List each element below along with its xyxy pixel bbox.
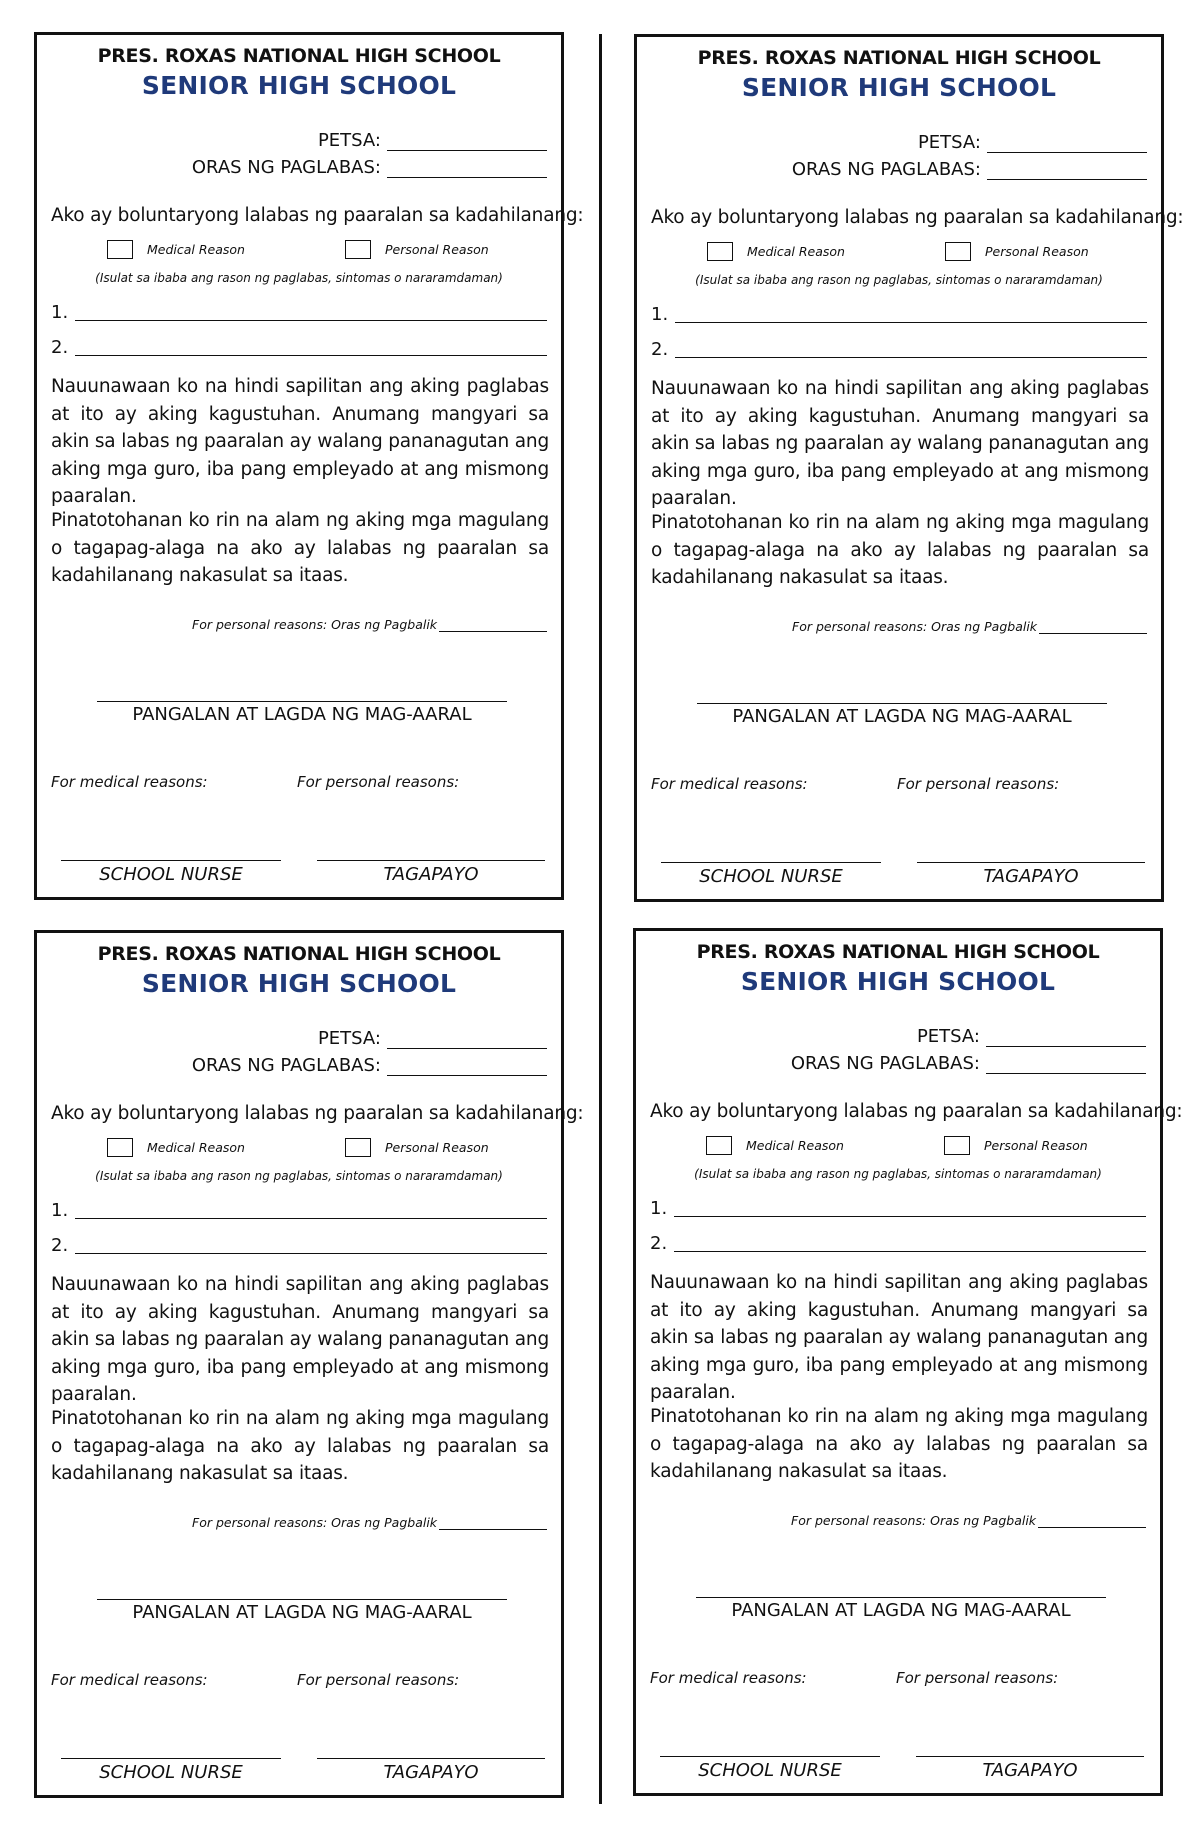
personal-approval-label: For personal reasons:: [297, 773, 460, 791]
nurse-signature-line[interactable]: [61, 1758, 281, 1759]
school-name: PRES. ROXAS NATIONAL HIGH SCHOOL: [696, 941, 1100, 963]
return-time-label: For personal reasons: Oras ng Pagbalik: [791, 1513, 1037, 1528]
personal-approval-label: For personal reasons:: [897, 775, 1060, 793]
medical-approval-label: For medical reasons:: [51, 1671, 208, 1689]
school-name: PRES. ROXAS NATIONAL HIGH SCHOOL: [97, 45, 501, 67]
student-signature-label: PANGALAN AT LAGDA NG MAG-AARAL: [132, 1602, 472, 1623]
intro-statement: Ako ay boluntaryong lalabas ng paaralan sa kadahilanang:: [651, 207, 1184, 228]
time-out-label: ORAS NG PAGLABAS:: [791, 159, 981, 180]
reason-instruction: (Isulat sa ibaba ang rason ng paglabas, sintomas o nararamdaman): [95, 1169, 503, 1183]
department-title: SENIOR HIGH SCHOOL: [740, 967, 1056, 996]
department-title: SENIOR HIGH SCHOOL: [741, 73, 1057, 102]
medical-reason-option[interactable]: [706, 1136, 844, 1155]
reason-line-2: [51, 1235, 547, 1256]
time-out-field-row: [792, 159, 1147, 180]
adviser-signature-line[interactable]: [916, 1756, 1144, 1757]
nurse-signature-line[interactable]: [61, 860, 281, 861]
reason-instruction: (Isulat sa ibaba ang rason ng paglabas, sintomas o nararamdaman): [95, 271, 503, 285]
student-signature-label: PANGALAN AT LAGDA NG MAG-AARAL: [132, 704, 472, 725]
personal-reason-option[interactable]: [345, 240, 489, 259]
acknowledgement-paragraph: Nauunawaan ko na hindi sapilitan ang aking paglabas at ito ay aking kagustuhan. Anumang mangyari sa akin sa labas ng paaralan ay walang pananagutan ang aking mga guro, iba pang empleyado at ang mismong paaralan.: [651, 378, 1149, 509]
reason-line-number: 1.: [51, 1200, 69, 1221]
parent-consent-paragraph: Pinatotohanan ko rin na alam ng aking mga magulang o tagapag-alaga na ako ay lalabas ng paaralan sa kadahilanang nakasulat sa itaas.: [51, 510, 549, 586]
personal-reason-label: Personal Reason: [984, 1138, 1088, 1153]
medical-reason-label: Medical Reason: [147, 1140, 245, 1155]
reason-line-blank[interactable]: [675, 343, 1147, 358]
medical-approval-label: For medical reasons:: [51, 773, 208, 791]
reason-line-number: 2.: [651, 339, 669, 360]
department-title: SENIOR HIGH SCHOOL: [141, 71, 457, 100]
nurse-signature-line[interactable]: [661, 862, 881, 863]
reason-line-2: [51, 337, 547, 358]
reason-instruction: (Isulat sa ibaba ang rason ng paglabas, sintomas o nararamdaman): [694, 1167, 1102, 1181]
date-field-row: [318, 130, 547, 151]
adviser-signature-line[interactable]: [917, 862, 1145, 863]
intro-statement: Ako ay boluntaryong lalabas ng paaralan sa kadahilanang:: [51, 205, 584, 226]
personal-reason-option[interactable]: [945, 242, 1089, 261]
parent-consent-paragraph: Pinatotohanan ko rin na alam ng aking mga magulang o tagapag-alaga na ako ay lalabas ng paaralan sa kadahilanang nakasulat sa itaas.: [51, 1408, 549, 1484]
time-out-blank[interactable]: [387, 1059, 547, 1076]
medical-reason-label: Medical Reason: [147, 242, 245, 257]
school-name: PRES. ROXAS NATIONAL HIGH SCHOOL: [97, 943, 501, 965]
student-signature-label: PANGALAN AT LAGDA NG MAG-AARAL: [731, 1600, 1071, 1621]
exit-slip: [633, 928, 1183, 1796]
return-time-row: [792, 619, 1147, 634]
reason-line-1: [650, 1198, 1146, 1219]
department-title: SENIOR HIGH SCHOOL: [141, 969, 457, 998]
adviser-label: TAGAPAYO: [383, 864, 479, 885]
date-field-row: [318, 1028, 547, 1049]
date-blank[interactable]: [387, 134, 547, 151]
reason-line-blank[interactable]: [75, 1239, 547, 1254]
date-field-row: [918, 132, 1147, 153]
reason-line-number: 1.: [51, 302, 69, 323]
time-out-label: ORAS NG PAGLABAS:: [191, 157, 381, 178]
reason-line-2: [650, 1233, 1146, 1254]
adviser-signature-line[interactable]: [317, 860, 545, 861]
date-label: PETSA:: [317, 1028, 381, 1049]
medical-reason-checkbox[interactable]: [706, 1136, 732, 1155]
nurse-label: SCHOOL NURSE: [698, 1760, 842, 1781]
adviser-label: TAGAPAYO: [983, 866, 1079, 887]
student-signature-line[interactable]: [97, 1599, 507, 1600]
date-blank[interactable]: [987, 136, 1147, 153]
personal-reason-checkbox[interactable]: [944, 1136, 970, 1155]
return-time-label: For personal reasons: Oras ng Pagbalik: [192, 617, 438, 632]
personal-reason-checkbox[interactable]: [345, 240, 371, 259]
acknowledgement-paragraph: Nauunawaan ko na hindi sapilitan ang aking paglabas at ito ay aking kagustuhan. Anumang mangyari sa akin sa labas ng paaralan ay walang pananagutan ang aking mga guro, iba pang empleyado at ang mismong paaralan.: [51, 376, 549, 507]
personal-reason-option[interactable]: [944, 1136, 1088, 1155]
reason-line-blank[interactable]: [675, 308, 1147, 323]
date-label: PETSA:: [916, 1026, 980, 1047]
student-signature-label: PANGALAN AT LAGDA NG MAG-AARAL: [732, 706, 1072, 727]
adviser-label: TAGAPAYO: [982, 1760, 1078, 1781]
time-out-blank[interactable]: [986, 1057, 1146, 1074]
reason-line-1: [51, 302, 547, 323]
return-time-blank[interactable]: [1039, 621, 1147, 634]
nurse-label: SCHOOL NURSE: [99, 1762, 243, 1783]
nurse-signature-line[interactable]: [660, 1756, 880, 1757]
personal-approval-label: For personal reasons:: [297, 1671, 460, 1689]
personal-reason-checkbox[interactable]: [945, 242, 971, 261]
time-out-blank[interactable]: [987, 163, 1147, 180]
medical-reason-label: Medical Reason: [747, 244, 845, 259]
return-time-label: For personal reasons: Oras ng Pagbalik: [192, 1515, 438, 1530]
personal-reason-option[interactable]: [345, 1138, 489, 1157]
reason-instruction: (Isulat sa ibaba ang rason ng paglabas, sintomas o nararamdaman): [695, 273, 1103, 287]
return-time-blank[interactable]: [1038, 1515, 1146, 1528]
reason-line-number: 1.: [650, 1198, 668, 1219]
student-signature-line[interactable]: [697, 703, 1107, 704]
time-out-label: ORAS NG PAGLABAS:: [191, 1055, 381, 1076]
student-signature-line[interactable]: [97, 701, 507, 702]
time-out-field-row: [791, 1053, 1146, 1074]
medical-approval-label: For medical reasons:: [651, 775, 808, 793]
reason-line-number: 2.: [650, 1233, 668, 1254]
reason-line-1: [51, 1200, 547, 1221]
medical-reason-checkbox[interactable]: [707, 242, 733, 261]
school-name: PRES. ROXAS NATIONAL HIGH SCHOOL: [697, 47, 1101, 69]
personal-approval-label: For personal reasons:: [896, 1669, 1059, 1687]
reason-line-blank[interactable]: [674, 1202, 1146, 1217]
acknowledgement-paragraph: Nauunawaan ko na hindi sapilitan ang aking paglabas at ito ay aking kagustuhan. Anumang mangyari sa akin sa labas ng paaralan ay walang pananagutan ang aking mga guro, iba pang empleyado at ang mismong paaralan.: [51, 1274, 549, 1405]
personal-reason-label: Personal Reason: [985, 244, 1089, 259]
reason-line-number: 2.: [51, 337, 69, 358]
exit-slip: [34, 32, 584, 900]
nurse-label: SCHOOL NURSE: [699, 866, 843, 887]
reason-line-number: 1.: [651, 304, 669, 325]
acknowledgement-paragraph: Nauunawaan ko na hindi sapilitan ang aking paglabas at ito ay aking kagustuhan. Anumang mangyari sa akin sa labas ng paaralan ay walang pananagutan ang aking mga guro, iba pang empleyado at ang mismong paaralan.: [650, 1272, 1148, 1403]
return-time-blank[interactable]: [439, 1517, 547, 1530]
exit-slip: [634, 34, 1184, 902]
date-blank[interactable]: [986, 1030, 1146, 1047]
time-out-label: ORAS NG PAGLABAS:: [790, 1053, 980, 1074]
reason-line-blank[interactable]: [75, 306, 547, 321]
medical-reason-option[interactable]: [107, 240, 245, 259]
personal-reason-label: Personal Reason: [385, 1140, 489, 1155]
intro-statement: Ako ay boluntaryong lalabas ng paaralan sa kadahilanang:: [650, 1101, 1183, 1122]
date-field-row: [917, 1026, 1146, 1047]
date-blank[interactable]: [387, 1032, 547, 1049]
adviser-label: TAGAPAYO: [383, 1762, 479, 1783]
reason-line-blank[interactable]: [75, 1204, 547, 1219]
student-signature-line[interactable]: [696, 1597, 1106, 1598]
adviser-signature-line[interactable]: [317, 1758, 545, 1759]
return-time-row: [192, 1515, 547, 1530]
date-label: PETSA:: [917, 132, 981, 153]
medical-reason-option[interactable]: [107, 1138, 245, 1157]
medical-reason-checkbox[interactable]: [107, 240, 133, 259]
reason-line-1: [651, 304, 1147, 325]
time-out-blank[interactable]: [387, 161, 547, 178]
nurse-label: SCHOOL NURSE: [99, 864, 243, 885]
parent-consent-paragraph: Pinatotohanan ko rin na alam ng aking mga magulang o tagapag-alaga na ako ay lalabas ng paaralan sa kadahilanang nakasulat sa itaas.: [650, 1406, 1148, 1482]
reason-line-blank[interactable]: [75, 341, 547, 356]
reason-line-blank[interactable]: [674, 1237, 1146, 1252]
medical-reason-label: Medical Reason: [746, 1138, 844, 1153]
reason-line-number: 2.: [51, 1235, 69, 1256]
return-time-blank[interactable]: [439, 619, 547, 632]
time-out-field-row: [192, 1055, 547, 1076]
personal-reason-checkbox[interactable]: [345, 1138, 371, 1157]
medical-reason-option[interactable]: [707, 242, 845, 261]
parent-consent-paragraph: Pinatotohanan ko rin na alam ng aking mga magulang o tagapag-alaga na ako ay lalabas ng paaralan sa kadahilanang nakasulat sa itaas.: [651, 512, 1149, 588]
exit-slip: [34, 930, 584, 1798]
return-time-row: [192, 617, 547, 632]
medical-approval-label: For medical reasons:: [650, 1669, 807, 1687]
return-time-row: [791, 1513, 1146, 1528]
medical-reason-checkbox[interactable]: [107, 1138, 133, 1157]
intro-statement: Ako ay boluntaryong lalabas ng paaralan sa kadahilanang:: [51, 1103, 584, 1124]
date-label: PETSA:: [317, 130, 381, 151]
page-divider-line: [599, 34, 602, 1804]
time-out-field-row: [192, 157, 547, 178]
reason-line-2: [651, 339, 1147, 360]
return-time-label: For personal reasons: Oras ng Pagbalik: [792, 619, 1038, 634]
personal-reason-label: Personal Reason: [385, 242, 489, 257]
